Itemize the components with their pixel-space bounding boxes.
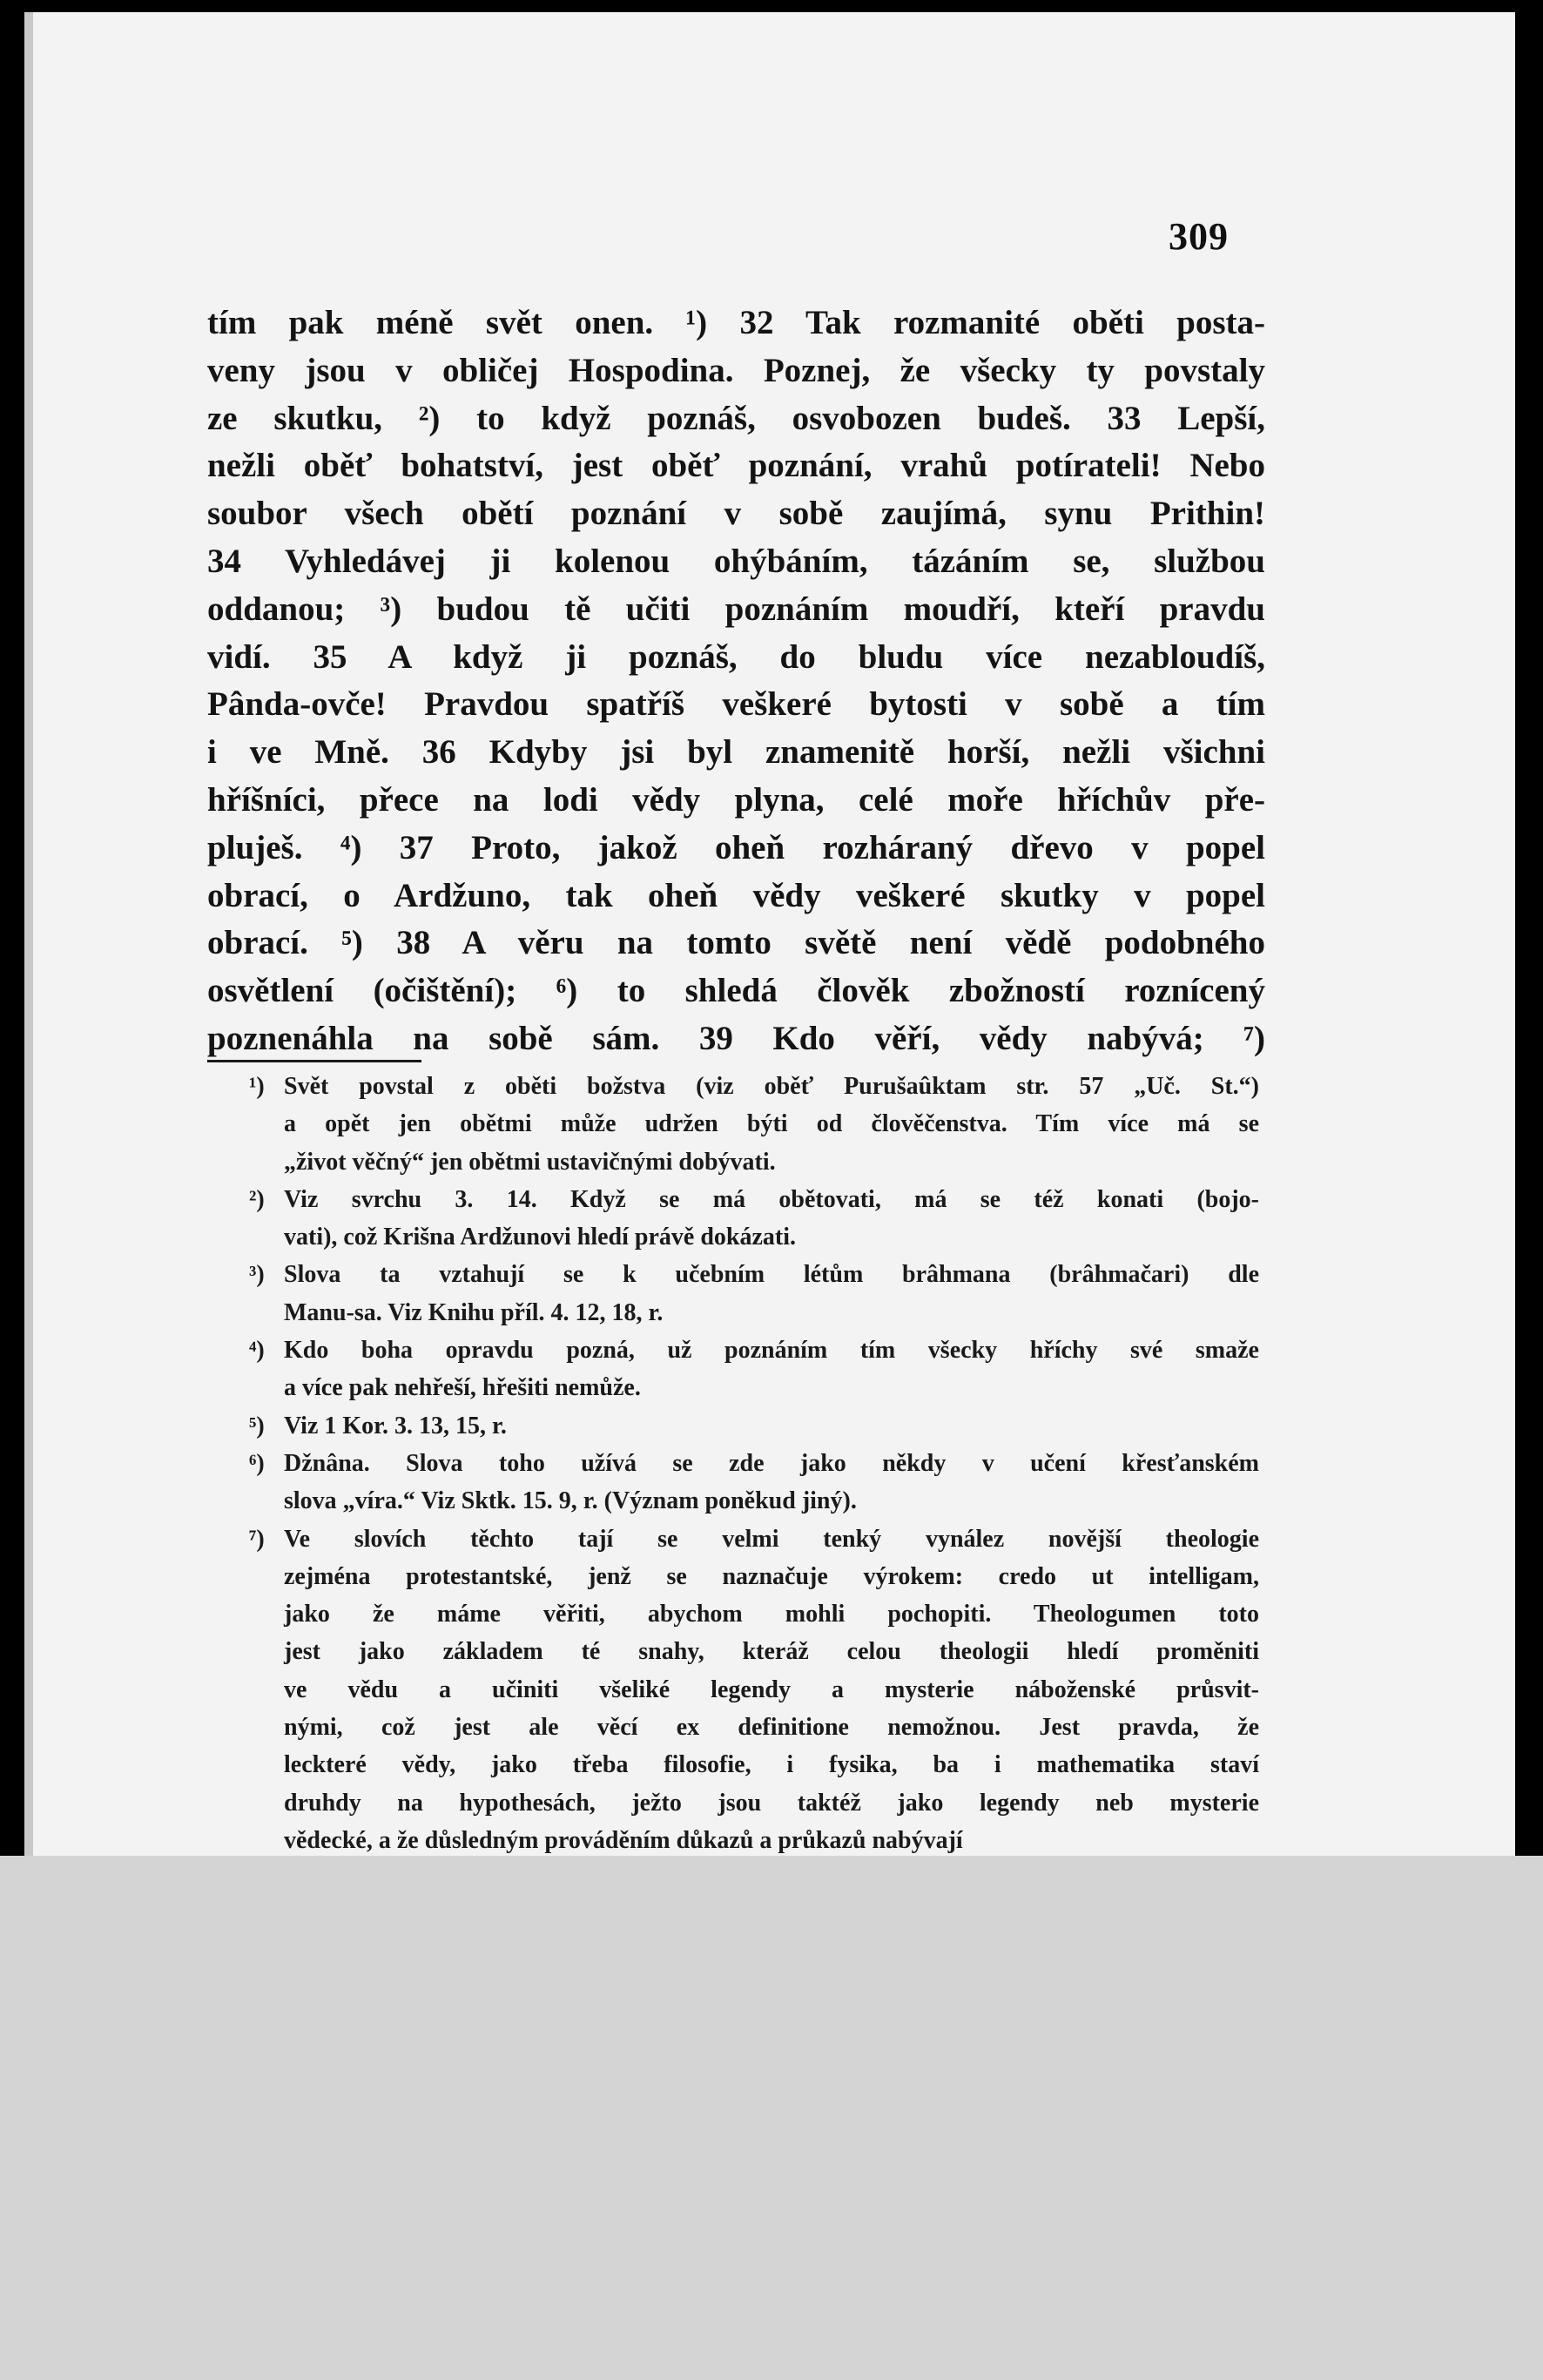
body-line: obrací, o Ardžuno, tak oheň vědy veškeré skutky v popel bbox=[207, 876, 1265, 914]
body-line: hříšníci, přece na lodi vědy plyna, celé moře hříchův pře- bbox=[207, 780, 1265, 819]
footnote-marker: ⁷) bbox=[249, 1525, 265, 1553]
footnote-text: Svět povstal z oběti božstva (viz oběť Purušaûktam str. 57 „Uč. St.“) bbox=[284, 1073, 1259, 1100]
footnote-line bbox=[249, 1558, 1259, 1595]
footnote-line bbox=[249, 1294, 1259, 1332]
footnote-line bbox=[249, 1445, 1259, 1482]
footnote-marker: ²) bbox=[249, 1185, 265, 1213]
footnote-text: Džnâna. Slova toho užívá se zde jako někdy v učení křesťanském bbox=[284, 1449, 1259, 1477]
footnote-text: leckteré vědy, jako třeba filosofie, i fysika, ba i mathematika staví bbox=[284, 1751, 1259, 1779]
body-line: nežli oběť bohatství, jest oběť poznání, vrahů potírateli! Nebo bbox=[207, 447, 1265, 485]
body-line: ze skutku, ²) to když poznáš, osvobozen budeš. 33 Lepší, bbox=[207, 399, 1265, 437]
footnote-text: Ve slovích těchto tají se velmi tenký vynález novější theologie bbox=[284, 1525, 1259, 1553]
body-line: tím pak méně svět onen. ¹) 32 Tak rozmanité oběti posta- bbox=[207, 304, 1265, 341]
page-number: 309 bbox=[1169, 215, 1229, 258]
footnote-line bbox=[249, 1482, 1259, 1520]
footnote-line bbox=[249, 1143, 1259, 1181]
body-line: veny jsou v obličej Hospodina. Poznej, že všecky ty povstaly bbox=[207, 351, 1265, 389]
footnote-text: a opět jen obětmi může udržen býti od člověčenstva. Tím více má se bbox=[284, 1110, 1259, 1138]
footnote-text: slova „víra.“ Viz Sktk. 15. 9, r. (Význam poněkud jiný). bbox=[284, 1487, 857, 1515]
body-line: Pânda-ovče! Pravdou spatříš veškeré bytosti v sobě a tím bbox=[207, 685, 1265, 724]
page-spine-shadow bbox=[24, 12, 33, 1856]
footnote-marker: ³) bbox=[249, 1261, 265, 1289]
footnote-text: Manu-sa. Viz Knihu příl. 4. 12, 18, r. bbox=[284, 1298, 664, 1326]
footnote-text: vědecké, a že důsledným prováděním důkazů a průkazů nabývají bbox=[284, 1826, 963, 1854]
body-line: i ve Mně. 36 Kdyby jsi byl znamenitě horší, nežli všichni bbox=[207, 733, 1265, 772]
footnote-text: druhdy na hypothesách, ježto jsou taktéž jako legendy neb mysterie bbox=[284, 1789, 1259, 1817]
body-line: obrací. ⁵) 38 A věru na tomto světě není vědě podobného bbox=[207, 924, 1265, 962]
footnote-line bbox=[249, 1709, 1259, 1746]
footnote-marker: ¹) bbox=[249, 1073, 265, 1100]
footnote-line bbox=[249, 1181, 1259, 1218]
footnote-line bbox=[249, 1332, 1259, 1369]
footnote-line bbox=[249, 1256, 1259, 1293]
footnote-line bbox=[249, 1595, 1259, 1633]
footnote-text: jest jako základem té snahy, kteráž celou theologii hledí proměniti bbox=[284, 1638, 1259, 1666]
footnote-line bbox=[249, 1407, 1259, 1445]
footnote-line bbox=[249, 1105, 1259, 1143]
footnote-text: vati), což Krišna Ardžunovi hledí právě dokázati. bbox=[284, 1224, 796, 1251]
body-line: vidí. 35 A když ji poznáš, do bludu více nezabloudíš, bbox=[207, 637, 1265, 676]
footnote-text: nými, což jest ale věcí ex definitione nemožnou. Jest pravda, že bbox=[284, 1714, 1259, 1742]
body-line: poznenáhla na sobě sám. 39 Kdo věří, vědy nabývá; ⁷) bbox=[207, 1019, 1265, 1057]
footnote-line bbox=[249, 1784, 1259, 1822]
footnote-line bbox=[249, 1671, 1259, 1709]
footnote-text: „život věčný“ jen obětmi ustavičnými dobývati. bbox=[284, 1148, 776, 1176]
body-line: soubor všech obětí poznání v sobě zaujímá, synu Prithin! bbox=[207, 495, 1265, 533]
footnote-line bbox=[249, 1822, 1259, 1856]
body-line: osvětlení (očištění); ⁶) to shledá člověk zbožností roznícený bbox=[207, 972, 1265, 1010]
footnote-line bbox=[249, 1218, 1259, 1256]
footnote-marker: ⁴) bbox=[249, 1337, 265, 1365]
footnote-text: ve vědu a učiniti všeliké legendy a mysterie náboženské průsvit- bbox=[284, 1675, 1259, 1703]
body-line: oddanou; ³) budou tě učiti poznáním moudří, kteří pravdu bbox=[207, 590, 1265, 628]
footnote-line bbox=[249, 1746, 1259, 1783]
footnote-text: zejména protestantské, jenž se naznačuje výrokem: credo ut intelligam, bbox=[284, 1562, 1259, 1590]
footnote-marker: ⁶) bbox=[249, 1449, 265, 1477]
footnote-line bbox=[249, 1633, 1259, 1670]
body-text bbox=[207, 300, 1265, 1063]
footnote-text: jako že máme věřiti, abychom mohli pochopiti. Theologumen toto bbox=[284, 1601, 1259, 1628]
footnote-text: Viz svrchu 3. 14. Když se má obětovati, má se též konati (bojo- bbox=[284, 1185, 1259, 1213]
body-line: 34 Vyhledávej ji kolenou ohýbáním, tázáním se, službou bbox=[207, 542, 1265, 580]
footnote-line bbox=[249, 1068, 1259, 1105]
footnotes bbox=[249, 1068, 1259, 1856]
footnote-line bbox=[249, 1520, 1259, 1558]
footnote-marker: ⁵) bbox=[249, 1412, 265, 1439]
footnote-separator-rule bbox=[207, 1060, 421, 1062]
empty-scan-area bbox=[0, 1856, 1543, 2380]
body-line: pluješ. ⁴) 37 Proto, jakož oheň rozháraný dřevo v popel bbox=[207, 828, 1265, 866]
book-page bbox=[24, 12, 1515, 1856]
footnote-text: Viz 1 Kor. 3. 13, 15, r. bbox=[284, 1412, 507, 1439]
footnote-line bbox=[249, 1369, 1259, 1406]
footnote-text: Kdo boha opravdu pozná, už poznáním tím všecky hříchy své smaže bbox=[284, 1337, 1259, 1365]
footnote-text: Slova ta vztahují se k učebním létům brâhmana (brâhmačari) dle bbox=[284, 1261, 1259, 1289]
footnote-text: a více pak nehřeší, hřešiti nemůže. bbox=[284, 1374, 641, 1402]
